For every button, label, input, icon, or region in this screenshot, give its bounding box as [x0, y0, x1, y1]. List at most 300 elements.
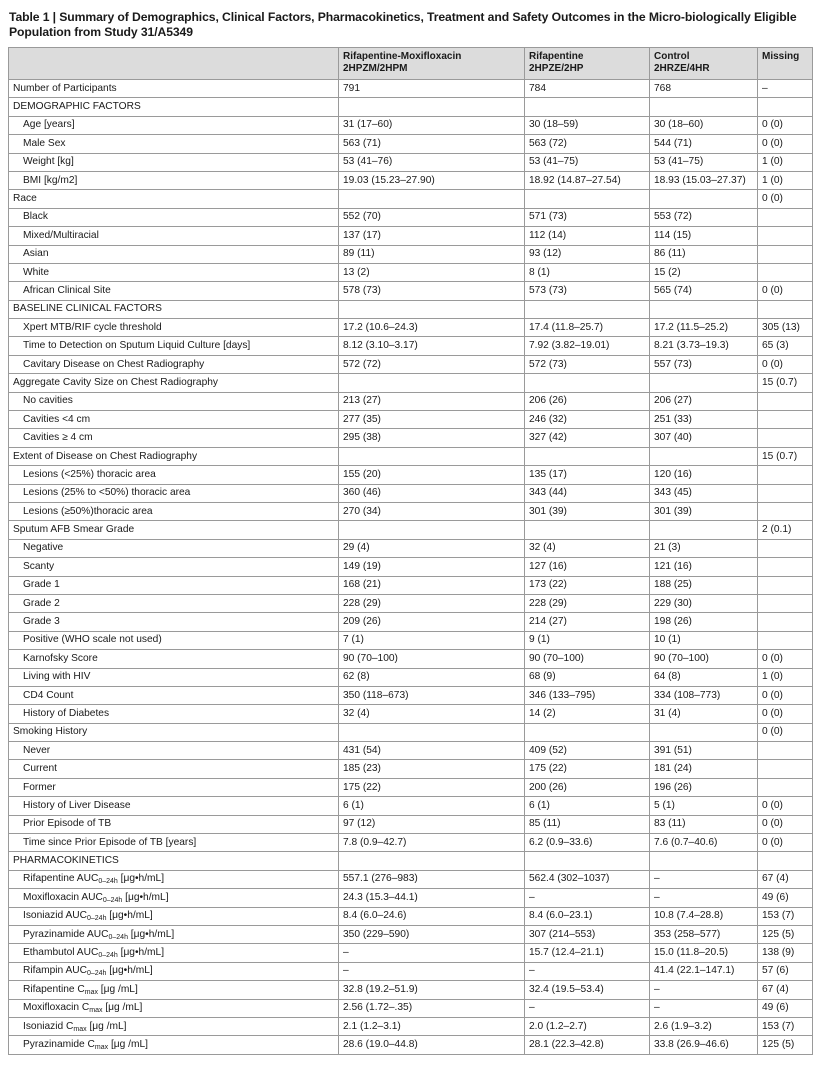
row-label-text: Extent of Disease on Chest Radiography [13, 450, 198, 462]
cell-missing: 0 (0) [758, 650, 813, 668]
row-label-text: Pyrazinamide AUC [23, 928, 109, 940]
table-row [9, 282, 813, 300]
table-row [9, 484, 813, 502]
cell-rifapentine-moxifloxacin: 552 (70) [339, 208, 525, 226]
cell-rifapentine: 307 (214–553) [525, 925, 650, 943]
cell-rifapentine: 8.4 (6.0–23.1) [525, 907, 650, 925]
cell-missing: 57 (6) [758, 962, 813, 980]
table-row [9, 1017, 813, 1035]
row-label-text: Rifapentine C [23, 983, 85, 995]
table-header-row [9, 48, 813, 80]
cell-rifapentine-moxifloxacin: 270 (34) [339, 502, 525, 520]
row-label-text: White [23, 266, 50, 278]
table-row [9, 171, 813, 189]
table-row [9, 944, 813, 962]
cell-rifapentine-moxifloxacin: 17.2 (10.6–24.3) [339, 319, 525, 337]
row-label [9, 962, 339, 980]
cell-rifapentine: – [525, 999, 650, 1017]
cell-missing: 0 (0) [758, 282, 813, 300]
row-label [9, 98, 339, 116]
cell-missing: 65 (3) [758, 337, 813, 355]
header-cell-missing [758, 48, 813, 80]
row-label-unit: [μg /mL] [108, 1039, 148, 1050]
cell-rifapentine-moxifloxacin: 350 (118–673) [339, 686, 525, 704]
table-row [9, 208, 813, 226]
row-label-unit: [μg /mL] [97, 983, 138, 995]
cell-control [650, 300, 758, 318]
table-row [9, 889, 813, 907]
cell-rifapentine-moxifloxacin: 213 (27) [339, 392, 525, 410]
cell-rifapentine-moxifloxacin: 277 (35) [339, 411, 525, 429]
cell-rifapentine-moxifloxacin: – [339, 962, 525, 980]
cell-control: 86 (11) [650, 245, 758, 263]
cell-missing [758, 466, 813, 484]
cell-missing: 0 (0) [758, 815, 813, 833]
cell-rifapentine-moxifloxacin [339, 723, 525, 741]
row-label-subscript: 0–24h [86, 970, 107, 978]
row-label-unit: [μg /mL] [86, 1020, 127, 1032]
cell-rifapentine: 85 (11) [525, 815, 650, 833]
cell-rifapentine [525, 98, 650, 116]
cell-rifapentine: 53 (41–75) [525, 153, 650, 171]
cell-rifapentine [525, 190, 650, 208]
cell-rifapentine-moxifloxacin: 228 (29) [339, 594, 525, 612]
cell-rifapentine-moxifloxacin: 62 (8) [339, 668, 525, 686]
cell-missing: 2 (0.1) [758, 521, 813, 539]
row-label-text: Lesions (≥50%)thoracic area [23, 505, 153, 517]
row-label [9, 668, 339, 686]
cell-control: 188 (25) [650, 576, 758, 594]
cell-rifapentine: 175 (22) [525, 760, 650, 778]
header-arm-name: Rifapentine-Moxifloxacin [343, 51, 462, 62]
cell-missing [758, 778, 813, 796]
row-label-text: History of Diabetes [23, 707, 110, 719]
row-label-unit: [μg•h/mL] [122, 891, 169, 903]
cell-missing [758, 760, 813, 778]
cell-control: 557 (73) [650, 355, 758, 373]
table-row [9, 650, 813, 668]
row-label [9, 466, 339, 484]
cell-control: 301 (39) [650, 502, 758, 520]
row-label-text: Age [years] [23, 119, 75, 131]
cell-rifapentine-moxifloxacin [339, 521, 525, 539]
cell-rifapentine: 112 (14) [525, 227, 650, 245]
row-label-text: Pyrazinamide C [23, 1039, 95, 1050]
row-label [9, 834, 339, 852]
row-label-unit: [μg /mL] [102, 1002, 143, 1014]
cell-missing [758, 576, 813, 594]
cell-rifapentine-moxifloxacin: 19.03 (15.23–27.90) [339, 171, 525, 189]
cell-rifapentine: 127 (16) [525, 558, 650, 576]
row-label [9, 319, 339, 337]
cell-rifapentine: 14 (2) [525, 705, 650, 723]
table-row [9, 355, 813, 373]
cell-missing [758, 208, 813, 226]
row-label [9, 245, 339, 263]
table-row [9, 834, 813, 852]
cell-control: – [650, 889, 758, 907]
cell-rifapentine-moxifloxacin: 6 (1) [339, 797, 525, 815]
cell-missing: 0 (0) [758, 705, 813, 723]
cell-missing: – [758, 80, 813, 98]
cell-rifapentine-moxifloxacin: 791 [339, 80, 525, 98]
table-row [9, 319, 813, 337]
cell-missing: 305 (13) [758, 319, 813, 337]
row-label-text: Scanty [23, 560, 55, 572]
table-row [9, 999, 813, 1017]
cell-missing [758, 852, 813, 870]
cell-rifapentine-moxifloxacin [339, 852, 525, 870]
cell-rifapentine: 6.2 (0.9–33.6) [525, 834, 650, 852]
cell-control: – [650, 870, 758, 888]
cell-missing: 15 (0.7) [758, 374, 813, 392]
cell-rifapentine [525, 723, 650, 741]
row-label-text: No cavities [23, 395, 73, 407]
cell-rifapentine: 7.92 (3.82–19.01) [525, 337, 650, 355]
row-label-text: Cavitary Disease on Chest Radiography [23, 358, 205, 370]
cell-rifapentine: 343 (44) [525, 484, 650, 502]
row-label-text: Time to Detection on Sputum Liquid Culture [days] [23, 340, 251, 352]
row-label-text: Ethambutol AUC [23, 947, 99, 959]
row-label-text: Grade 1 [23, 579, 60, 591]
row-label-text: CD4 Count [23, 689, 74, 701]
row-label [9, 190, 339, 208]
row-label-text: Smoking History [13, 726, 88, 738]
cell-rifapentine: 18.92 (14.87–27.54) [525, 171, 650, 189]
row-label [9, 650, 339, 668]
cell-rifapentine-moxifloxacin: 13 (2) [339, 263, 525, 281]
table-row [9, 705, 813, 723]
cell-missing [758, 392, 813, 410]
header-cell-rifapentine-moxifloxacin [339, 48, 525, 80]
row-label [9, 944, 339, 962]
row-label [9, 392, 339, 410]
cell-missing [758, 613, 813, 631]
row-label-text: Black [23, 211, 48, 223]
cell-rifapentine: 68 (9) [525, 668, 650, 686]
row-label [9, 300, 339, 318]
row-label [9, 447, 339, 465]
cell-rifapentine-moxifloxacin: 431 (54) [339, 742, 525, 760]
cell-control: 196 (26) [650, 778, 758, 796]
row-label [9, 558, 339, 576]
cell-control: 544 (71) [650, 135, 758, 153]
cell-missing: 1 (0) [758, 153, 813, 171]
row-label [9, 411, 339, 429]
table-row [9, 723, 813, 741]
table-row [9, 778, 813, 796]
cell-rifapentine-moxifloxacin: 350 (229–590) [339, 925, 525, 943]
row-label [9, 613, 339, 631]
cell-rifapentine-moxifloxacin: 97 (12) [339, 815, 525, 833]
row-label-text: Moxifloxacin AUC [23, 891, 103, 903]
row-label-text: Grade 2 [23, 597, 60, 609]
cell-rifapentine: 573 (73) [525, 282, 650, 300]
cell-control: 181 (24) [650, 760, 758, 778]
cell-rifapentine [525, 852, 650, 870]
row-label [9, 502, 339, 520]
table-row [9, 374, 813, 392]
table-row [9, 797, 813, 815]
row-label-unit: [μg•h/mL] [117, 947, 165, 959]
row-label [9, 355, 339, 373]
row-label-text: History of Liver Disease [23, 799, 131, 811]
cell-rifapentine-moxifloxacin: 209 (26) [339, 613, 525, 631]
header-arm-regimen: 2HPZM/2HPM [343, 62, 408, 74]
row-label [9, 208, 339, 226]
cell-rifapentine-moxifloxacin: 8.4 (6.0–24.6) [339, 907, 525, 925]
table-body [9, 80, 813, 1055]
cell-rifapentine: 571 (73) [525, 208, 650, 226]
table-row [9, 227, 813, 245]
row-label-subscript: 0–24h [98, 952, 118, 960]
cell-rifapentine-moxifloxacin: 168 (21) [339, 576, 525, 594]
table-row [9, 981, 813, 999]
cell-missing: 1 (0) [758, 171, 813, 189]
cell-missing: 0 (0) [758, 116, 813, 134]
cell-rifapentine: 17.4 (11.8–25.7) [525, 319, 650, 337]
cell-control: 33.8 (26.9–46.6) [650, 1036, 758, 1054]
cell-rifapentine: 93 (12) [525, 245, 650, 263]
header-arm-name: Control [654, 51, 690, 62]
header-arm-regimen: 2HPZE/2HP [529, 62, 584, 74]
header-cell-control [650, 48, 758, 80]
row-label [9, 153, 339, 171]
table-row [9, 558, 813, 576]
table-row [9, 263, 813, 281]
cell-missing: 0 (0) [758, 355, 813, 373]
row-label-text: Mixed/Multiracial [23, 229, 99, 241]
table-row [9, 135, 813, 153]
table-row [9, 245, 813, 263]
cell-rifapentine: 784 [525, 80, 650, 98]
cell-control: 31 (4) [650, 705, 758, 723]
cell-control: – [650, 981, 758, 999]
table-row [9, 392, 813, 410]
cell-missing [758, 411, 813, 429]
row-label-text: Grade 3 [23, 616, 60, 628]
cell-control: 251 (33) [650, 411, 758, 429]
cell-rifapentine: 173 (22) [525, 576, 650, 594]
row-label-text: Prior Episode of TB [23, 818, 112, 830]
row-label [9, 1036, 339, 1054]
cell-control [650, 852, 758, 870]
table-row [9, 521, 813, 539]
cell-control [650, 98, 758, 116]
cell-control: 120 (16) [650, 466, 758, 484]
cell-missing: 0 (0) [758, 797, 813, 815]
row-label-text: Cavities ≥ 4 cm [23, 432, 93, 444]
cell-control: 307 (40) [650, 429, 758, 447]
row-label [9, 429, 339, 447]
cell-missing [758, 484, 813, 502]
row-label-unit: [μg•h/mL] [106, 910, 153, 922]
table-caption: Table 1 | Summary of Demographics, Clinical Factors, Pharmacokinetics, Treatment and Safety Outcomes in the Micro-biologically Eligible Population from Study 31/A5349 [9, 10, 797, 39]
cell-rifapentine: 572 (73) [525, 355, 650, 373]
cell-missing [758, 539, 813, 557]
table-row [9, 742, 813, 760]
cell-rifapentine: 9 (1) [525, 631, 650, 649]
cell-rifapentine: 8 (1) [525, 263, 650, 281]
table-row [9, 447, 813, 465]
cell-rifapentine: 346 (133–795) [525, 686, 650, 704]
table-row [9, 466, 813, 484]
cell-rifapentine-moxifloxacin [339, 98, 525, 116]
table-row [9, 925, 813, 943]
cell-rifapentine: 409 (52) [525, 742, 650, 760]
table-row [9, 116, 813, 134]
cell-rifapentine-moxifloxacin: 32.8 (19.2–51.9) [339, 981, 525, 999]
cell-control: 53 (41–75) [650, 153, 758, 171]
row-label [9, 760, 339, 778]
table-row [9, 300, 813, 318]
table-row [9, 98, 813, 116]
row-label-subscript: max [94, 1044, 109, 1051]
cell-rifapentine: 200 (26) [525, 778, 650, 796]
row-label-text: Current [23, 763, 57, 775]
row-label-text: Former [23, 781, 56, 793]
row-label-text: Rifapentine AUC [23, 873, 99, 885]
cell-rifapentine [525, 300, 650, 318]
cell-rifapentine [525, 447, 650, 465]
row-label-subscript: 0–24h [87, 915, 107, 923]
cell-missing: 0 (0) [758, 135, 813, 153]
cell-rifapentine: 135 (17) [525, 466, 650, 484]
cell-control [650, 447, 758, 465]
row-label [9, 282, 339, 300]
cell-control: 83 (11) [650, 815, 758, 833]
row-label-text: DEMOGRAPHIC FACTORS [13, 101, 141, 113]
cell-rifapentine-moxifloxacin: 295 (38) [339, 429, 525, 447]
cell-rifapentine: 301 (39) [525, 502, 650, 520]
row-label-text: Rifampin AUC [23, 965, 87, 977]
cell-control: 41.4 (22.1–147.1) [650, 962, 758, 980]
table-row [9, 411, 813, 429]
cell-rifapentine [525, 374, 650, 392]
cell-control: 553 (72) [650, 208, 758, 226]
cell-missing: 0 (0) [758, 686, 813, 704]
cell-missing: 138 (9) [758, 944, 813, 962]
cell-rifapentine: 206 (26) [525, 392, 650, 410]
row-label [9, 907, 339, 925]
cell-control [650, 190, 758, 208]
cell-rifapentine-moxifloxacin: 360 (46) [339, 484, 525, 502]
cell-missing [758, 742, 813, 760]
cell-missing: 153 (7) [758, 907, 813, 925]
cell-rifapentine-moxifloxacin [339, 300, 525, 318]
row-label-text: Race [13, 193, 37, 205]
table-row [9, 337, 813, 355]
row-label-unit: [μg•h/mL] [106, 965, 153, 977]
table-row [9, 870, 813, 888]
row-label-text: Asian [23, 248, 49, 260]
cell-control: 565 (74) [650, 282, 758, 300]
row-label-text: Xpert MTB/RIF cycle threshold [23, 321, 162, 333]
cell-rifapentine: 563 (72) [525, 135, 650, 153]
cell-control: 334 (108–773) [650, 686, 758, 704]
cell-rifapentine-moxifloxacin [339, 447, 525, 465]
cell-rifapentine-moxifloxacin: 137 (17) [339, 227, 525, 245]
row-label-text: Isoniazid AUC [23, 910, 87, 922]
row-label-subscript: 0–24h [102, 896, 123, 904]
table-row [9, 190, 813, 208]
row-label [9, 852, 339, 870]
row-label [9, 705, 339, 723]
cell-missing: 125 (5) [758, 1036, 813, 1054]
table-row [9, 502, 813, 520]
row-label [9, 576, 339, 594]
cell-rifapentine-moxifloxacin: 185 (23) [339, 760, 525, 778]
table-row [9, 815, 813, 833]
cell-control: 18.93 (15.03–27.37) [650, 171, 758, 189]
table-row [9, 613, 813, 631]
row-label [9, 999, 339, 1017]
cell-missing: 0 (0) [758, 190, 813, 208]
row-label [9, 723, 339, 741]
cell-control: 343 (45) [650, 484, 758, 502]
row-label [9, 80, 339, 98]
table-row [9, 852, 813, 870]
row-label [9, 116, 339, 134]
row-label-text: Aggregate Cavity Size on Chest Radiography [13, 376, 218, 388]
cell-control: 17.2 (11.5–25.2) [650, 319, 758, 337]
cell-missing [758, 594, 813, 612]
cell-control: 64 (8) [650, 668, 758, 686]
cell-control [650, 521, 758, 539]
summary-table [8, 47, 813, 1055]
cell-missing: 1 (0) [758, 668, 813, 686]
cell-rifapentine-moxifloxacin: 8.12 (3.10–3.17) [339, 337, 525, 355]
row-label-text: Time since Prior Episode of TB [years] [23, 836, 197, 848]
row-label [9, 778, 339, 796]
cell-rifapentine-moxifloxacin: 572 (72) [339, 355, 525, 373]
cell-control: 391 (51) [650, 742, 758, 760]
cell-rifapentine-moxifloxacin: 2.56 (1.72–.35) [339, 999, 525, 1017]
row-label-text: African Clinical Site [23, 284, 111, 296]
row-label [9, 484, 339, 502]
cell-rifapentine-moxifloxacin: 7.8 (0.9–42.7) [339, 834, 525, 852]
cell-rifapentine: 6 (1) [525, 797, 650, 815]
cell-rifapentine: 90 (70–100) [525, 650, 650, 668]
cell-rifapentine: 214 (27) [525, 613, 650, 631]
cell-missing [758, 263, 813, 281]
cell-control: 2.6 (1.9–3.2) [650, 1017, 758, 1035]
cell-control: 21 (3) [650, 539, 758, 557]
cell-control: 229 (30) [650, 594, 758, 612]
row-label-unit: [μg•h/mL] [117, 873, 165, 885]
row-label-subscript: max [89, 1007, 103, 1015]
cell-rifapentine-moxifloxacin: 149 (19) [339, 558, 525, 576]
row-label-text: Lesions (25% to <50%) thoracic area [23, 487, 191, 499]
cell-missing [758, 98, 813, 116]
cell-missing [758, 429, 813, 447]
row-label-text: Weight [kg] [23, 156, 74, 168]
row-label [9, 594, 339, 612]
cell-rifapentine-moxifloxacin: 24.3 (15.3–44.1) [339, 889, 525, 907]
row-label [9, 1017, 339, 1035]
row-label [9, 227, 339, 245]
row-label-text: Moxifloxacin C [23, 1002, 90, 1014]
cell-control: 10.8 (7.4–28.8) [650, 907, 758, 925]
header-arm-regimen: 2HRZE/4HR [654, 62, 710, 74]
cell-missing: 67 (4) [758, 981, 813, 999]
cell-missing: 49 (6) [758, 999, 813, 1017]
cell-missing: 153 (7) [758, 1017, 813, 1035]
cell-rifapentine: – [525, 962, 650, 980]
cell-rifapentine: 28.1 (22.3–42.8) [525, 1036, 650, 1054]
cell-control: 15.0 (11.8–20.5) [650, 944, 758, 962]
cell-missing [758, 300, 813, 318]
